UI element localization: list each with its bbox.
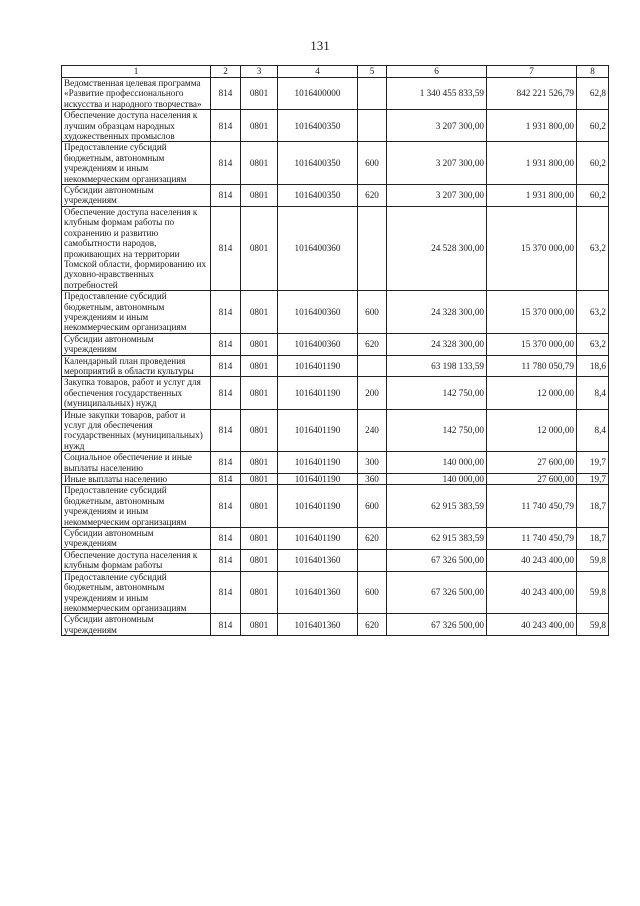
table-row [62,485,609,528]
cell-target-article: 1016400360 [278,206,358,290]
cell-plan-amount: 62 915 383,59 [387,485,487,528]
cell-target-article: 1016401190 [278,355,358,377]
cell-target-article: 1016401190 [278,485,358,528]
cell-expense-type: 620 [358,333,387,355]
cell-actual-amount: 15 370 000,00 [487,333,577,355]
row-name: Предоставление субсидий бюджетным, автономным учреждениям и иным некоммерческим организациям [62,142,211,185]
cell-department: 814 [211,485,241,528]
cell-actual-amount: 1 931 800,00 [487,142,577,185]
cell-department: 814 [211,614,241,636]
column-header: 6 [387,66,487,78]
cell-percent: 59,8 [577,571,609,614]
cell-expense-type [358,78,387,110]
cell-percent: 59,8 [577,549,609,571]
cell-section: 0801 [241,614,278,636]
cell-actual-amount: 27 600,00 [487,474,577,485]
cell-actual-amount: 12 000,00 [487,377,577,409]
cell-department: 814 [211,291,241,334]
cell-percent: 59,8 [577,614,609,636]
column-header: 7 [487,66,577,78]
row-name: Ведомственная целевая программа «Развитие профессионального искусства и народного творчества» [62,78,211,110]
cell-target-article: 1016400350 [278,110,358,142]
cell-plan-amount: 140 000,00 [387,452,487,474]
cell-target-article: 1016401190 [278,409,358,452]
cell-department: 814 [211,571,241,614]
table-row [62,142,609,185]
table-row [62,377,609,409]
cell-target-article: 1016401190 [278,528,358,550]
cell-section: 0801 [241,185,278,207]
cell-expense-type [358,110,387,142]
table-row [62,206,609,290]
cell-section: 0801 [241,78,278,110]
cell-target-article: 1016401190 [278,474,358,485]
table-row [62,528,609,550]
row-name: Субсидии автономным учреждениям [62,614,211,636]
cell-actual-amount: 15 370 000,00 [487,291,577,334]
row-name: Иные закупки товаров, работ и услуг для обеспечения государственных (муниципальных) нужд [62,409,211,452]
table-row [62,355,609,377]
cell-department: 814 [211,185,241,207]
cell-actual-amount: 1 931 800,00 [487,185,577,207]
table-row [62,185,609,207]
cell-department: 814 [211,452,241,474]
cell-percent: 18,6 [577,355,609,377]
cell-expense-type: 240 [358,409,387,452]
table-row [62,571,609,614]
cell-section: 0801 [241,549,278,571]
column-header: 8 [577,66,609,78]
cell-section: 0801 [241,571,278,614]
cell-section: 0801 [241,409,278,452]
cell-plan-amount: 3 207 300,00 [387,185,487,207]
cell-plan-amount: 67 326 500,00 [387,614,487,636]
row-name: Предоставление субсидий бюджетным, автономным учреждениям и иным некоммерческим организациям [62,571,211,614]
cell-department: 814 [211,355,241,377]
table-row [62,549,609,571]
cell-section: 0801 [241,528,278,550]
row-name: Закупка товаров, работ и услуг для обеспечения государственных (муниципальных) нужд [62,377,211,409]
cell-actual-amount: 11 740 450,79 [487,528,577,550]
cell-plan-amount: 62 915 383,59 [387,528,487,550]
cell-department: 814 [211,377,241,409]
cell-target-article: 1016401190 [278,377,358,409]
cell-percent: 8,4 [577,377,609,409]
cell-actual-amount: 40 243 400,00 [487,571,577,614]
cell-plan-amount: 63 198 133,59 [387,355,487,377]
cell-percent: 60,2 [577,110,609,142]
cell-percent: 60,2 [577,185,609,207]
cell-expense-type [358,206,387,290]
cell-actual-amount: 40 243 400,00 [487,614,577,636]
cell-plan-amount: 140 000,00 [387,474,487,485]
table-row [62,452,609,474]
cell-department: 814 [211,142,241,185]
cell-section: 0801 [241,452,278,474]
row-name: Субсидии автономным учреждениям [62,185,211,207]
cell-percent: 19,7 [577,452,609,474]
table-row [62,614,609,636]
cell-section: 0801 [241,110,278,142]
cell-percent: 63,2 [577,206,609,290]
cell-percent: 63,2 [577,291,609,334]
budget-table [61,65,609,636]
cell-plan-amount: 67 326 500,00 [387,571,487,614]
column-header: 1 [62,66,211,78]
table-row [62,474,609,485]
cell-expense-type: 360 [358,474,387,485]
table-row [62,110,609,142]
cell-actual-amount: 15 370 000,00 [487,206,577,290]
cell-actual-amount: 40 243 400,00 [487,549,577,571]
row-name: Предоставление субсидий бюджетным, автономным учреждениям и иным некоммерческим организациям [62,291,211,334]
column-header: 2 [211,66,241,78]
cell-expense-type: 620 [358,614,387,636]
cell-section: 0801 [241,333,278,355]
row-name: Субсидии автономным учреждениям [62,528,211,550]
cell-expense-type: 600 [358,142,387,185]
cell-section: 0801 [241,291,278,334]
cell-department: 814 [211,206,241,290]
table-row [62,333,609,355]
cell-target-article: 1016401190 [278,452,358,474]
page-number: 131 [310,38,330,53]
row-name: Социальное обеспечение и иные выплаты населению [62,452,211,474]
cell-plan-amount: 24 328 300,00 [387,291,487,334]
cell-target-article: 1016400350 [278,185,358,207]
cell-plan-amount: 142 750,00 [387,409,487,452]
cell-actual-amount: 12 000,00 [487,409,577,452]
column-header: 5 [358,66,387,78]
cell-expense-type: 200 [358,377,387,409]
column-header: 3 [241,66,278,78]
cell-expense-type: 600 [358,291,387,334]
row-name: Календарный план проведения мероприятий в области культуры [62,355,211,377]
cell-target-article: 1016400360 [278,333,358,355]
cell-percent: 63,2 [577,333,609,355]
cell-percent: 19,7 [577,474,609,485]
table-row [62,409,609,452]
cell-percent: 18,7 [577,485,609,528]
cell-percent: 62,8 [577,78,609,110]
cell-plan-amount: 3 207 300,00 [387,110,487,142]
row-name: Иные выплаты населению [62,474,211,485]
cell-percent: 60,2 [577,142,609,185]
cell-section: 0801 [241,377,278,409]
cell-section: 0801 [241,485,278,528]
cell-department: 814 [211,78,241,110]
cell-section: 0801 [241,355,278,377]
cell-target-article: 1016400350 [278,142,358,185]
cell-target-article: 1016401360 [278,571,358,614]
cell-target-article: 1016400000 [278,78,358,110]
cell-department: 814 [211,474,241,485]
row-name: Обеспечение доступа населения к клубным формам работы [62,549,211,571]
cell-plan-amount: 1 340 455 833,59 [387,78,487,110]
cell-expense-type: 620 [358,528,387,550]
header-row [62,66,609,78]
cell-plan-amount: 67 326 500,00 [387,549,487,571]
cell-actual-amount: 842 221 526,79 [487,78,577,110]
cell-department: 814 [211,409,241,452]
cell-department: 814 [211,549,241,571]
cell-plan-amount: 3 207 300,00 [387,142,487,185]
row-name: Предоставление субсидий бюджетным, автономным учреждениям и иным некоммерческим организациям [62,485,211,528]
cell-section: 0801 [241,142,278,185]
cell-actual-amount: 11 740 450,79 [487,485,577,528]
row-name: Обеспечение доступа населения к лучшим образцам народных художественных промыслов [62,110,211,142]
cell-plan-amount: 24 528 300,00 [387,206,487,290]
cell-department: 814 [211,110,241,142]
cell-plan-amount: 142 750,00 [387,377,487,409]
cell-target-article: 1016400360 [278,291,358,334]
cell-expense-type: 600 [358,485,387,528]
cell-section: 0801 [241,474,278,485]
cell-expense-type [358,549,387,571]
cell-section: 0801 [241,206,278,290]
cell-plan-amount: 24 328 300,00 [387,333,487,355]
cell-expense-type: 620 [358,185,387,207]
table-row [62,78,609,110]
cell-actual-amount: 27 600,00 [487,452,577,474]
cell-actual-amount: 1 931 800,00 [487,110,577,142]
cell-department: 814 [211,333,241,355]
cell-expense-type: 600 [358,571,387,614]
cell-target-article: 1016401360 [278,614,358,636]
table-row [62,291,609,334]
cell-target-article: 1016401360 [278,549,358,571]
column-header: 4 [278,66,358,78]
cell-actual-amount: 11 780 050,79 [487,355,577,377]
row-name: Обеспечение доступа населения к клубным формам работы по сохранению и развитию самобытности народов, проживающих на территории Томской области, формированию их духовно-нравственных потребностей [62,206,211,290]
cell-department: 814 [211,528,241,550]
cell-expense-type: 300 [358,452,387,474]
cell-expense-type [358,355,387,377]
cell-percent: 8,4 [577,409,609,452]
row-name: Субсидии автономным учреждениям [62,333,211,355]
cell-percent: 18,7 [577,528,609,550]
